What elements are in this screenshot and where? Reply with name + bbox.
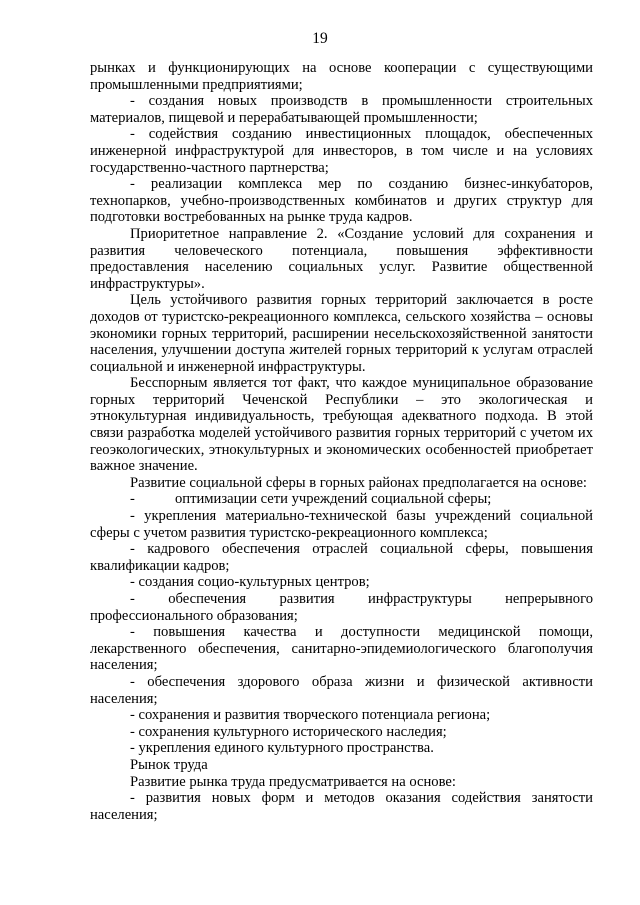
list-item: - создания социо-культурных центров; (130, 574, 370, 591)
list-item: - сохранения и развития творческого потенциала региона; (130, 707, 491, 724)
list-item: - оптимизации сети учреждений социальной сферы; (130, 491, 492, 508)
paragraph: Цель устойчивого развития горных территорий заключается в росте доходов от туристско-рекреационного комплекса, сельского хозяйства – основы экономики горных территорий, расширении несельскохозяйственной занятости населения, улучшении доступа жителей горных территорий к услугам отраслей социальной и инженерной инфраструктуры. (90, 292, 593, 375)
list-item: - укрепления единого культурного пространства. (130, 740, 434, 757)
paragraph: Приоритетное направление 2. «Создание условий для сохранения и развития человеческого потенциала, повышения эффективности предоставления населению социальных услуг. Развитие общественной инфраструктуры». (90, 225, 593, 292)
section-heading: Рынок труда (130, 756, 208, 773)
list-item: - реализации комплекса мер по созданию бизнес-инкубаторов, технопарков, учебно-производственных комбинатов и других структур для подготовки востребованных на рынке труда кадров. (90, 176, 593, 226)
document-body (90, 60, 593, 823)
list-item: - кадрового обеспечения отраслей социальной сферы, повышения квалификации кадров; (90, 541, 593, 574)
paragraph: Бесспорным является тот факт, что каждое муниципальное образование горных территорий Чеченской Республики – это экологическая и этнокультурная индивидуальность, требующая адекватного подхода. В этой связи разработка моделей устойчивого развития горных территорий с учетом их геоэкологических, этнокультурных и экономических особенностей приобретает важное значение. (90, 375, 593, 475)
list-item: - сохранения культурного исторического наследия; (130, 723, 447, 740)
list-item: - создания новых производств в промышленности строительных материалов, пищевой и перерабатывающей промышленности; (90, 93, 593, 126)
page-number: 19 (312, 30, 328, 47)
list-item: - укрепления материально-технической базы учреждений социальной сферы с учетом развития туристско-рекреационного комплекса; (90, 508, 593, 541)
list-item: - повышения качества и доступности медицинской помощи, лекарственного обеспечения, санитарно-эпидемиологического благополучия населения; (90, 624, 593, 674)
paragraph: Развитие рынка труда предусматривается на основе: (130, 773, 456, 790)
list-item: - развития новых форм и методов оказания содействия занятости населения; (90, 790, 593, 823)
paragraph: Развитие социальной сферы в горных районах предполагается на основе: (130, 474, 587, 491)
list-item: - обеспечения развития инфраструктуры непрерывного профессионального образования; (90, 591, 593, 624)
paragraph: рынках и функционирующих на основе кооперации с существующими промышленными предприятиями; (90, 60, 593, 93)
list-item: - содействия созданию инвестиционных площадок, обеспеченных инженерной инфраструктурой для инвесторов, в том числе и на условиях государственно-частного партнерства; (90, 126, 593, 176)
list-item: - обеспечения здорового образа жизни и физической активности населения; (90, 673, 593, 707)
